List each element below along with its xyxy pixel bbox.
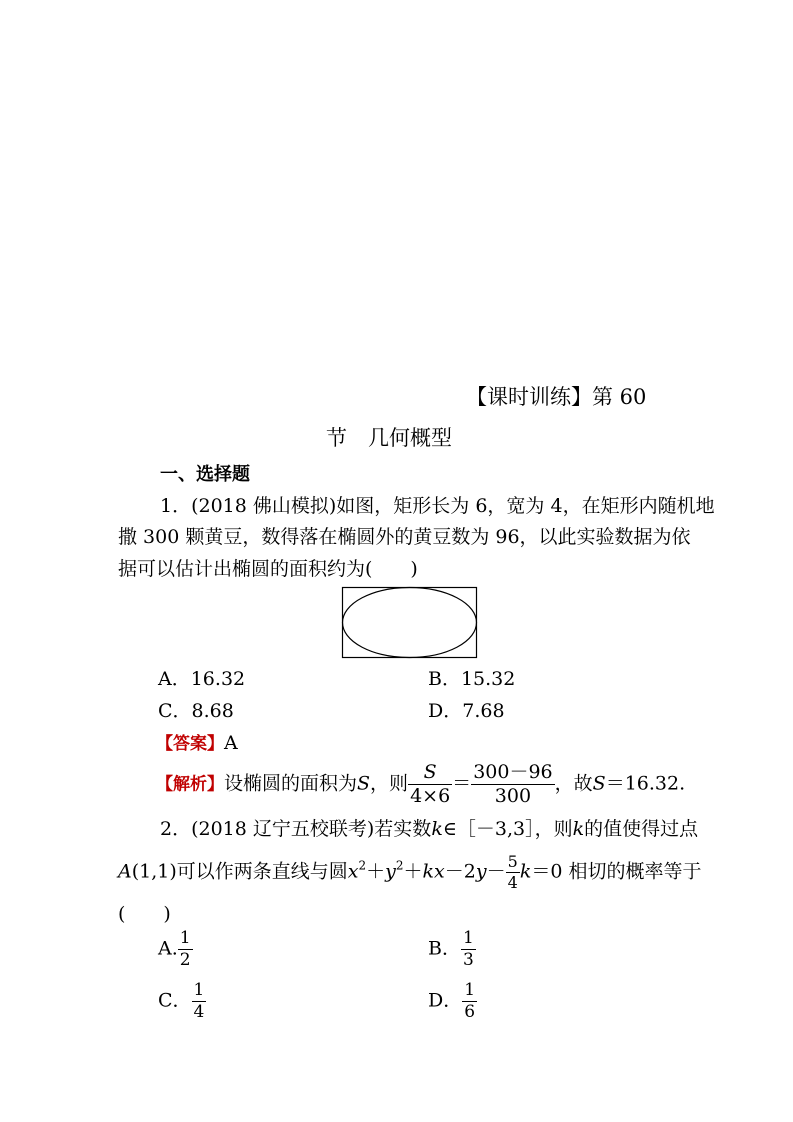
- var-k-3: k: [519, 860, 532, 883]
- page-title-line1: 【课时训练】第 60: [466, 385, 647, 409]
- q2-option-d-label: D．: [428, 989, 463, 1012]
- q2-d-num: 1: [464, 980, 476, 1000]
- frac1-denominator: 4×6: [410, 785, 451, 807]
- q1-answer: [156, 729, 238, 758]
- var-y-2: y: [475, 860, 487, 883]
- var-s-result: S: [592, 772, 606, 795]
- analysis-text-then: ，则: [370, 772, 409, 795]
- frac-5-num: 5: [507, 852, 518, 871]
- q2-option-d: [428, 982, 477, 1021]
- ellipse-shape: [343, 588, 477, 658]
- fraction-ratio: [471, 763, 554, 806]
- q2-option-a-label: A.: [158, 937, 178, 960]
- var-x: x: [347, 860, 359, 883]
- analysis-text: 设椭圆的面积为: [224, 772, 358, 795]
- q1-option-a: A．16.32: [158, 668, 246, 690]
- point-a: A: [118, 860, 132, 883]
- page-title-line2: 节 几何概型: [326, 426, 452, 450]
- var-y: y: [385, 860, 396, 883]
- minus-sign: －: [486, 860, 506, 883]
- var-k-2: k: [572, 818, 585, 840]
- var-s: S: [357, 772, 371, 795]
- q1-text-line3: 据可以估计出椭圆的面积约为( ): [118, 558, 418, 580]
- q2-b-den: 3: [462, 950, 474, 970]
- frac-5-den: 4: [507, 873, 518, 892]
- analysis-label: 【解析】: [156, 774, 224, 795]
- answer-label: 【答案】: [156, 734, 224, 754]
- q2-option-b-fraction: [461, 930, 476, 969]
- analysis-end-text: ，故: [554, 772, 593, 795]
- q1-analysis: [156, 763, 685, 806]
- q2-a-den: 2: [179, 950, 191, 970]
- q2-line1-post: 的值使得过点: [584, 818, 699, 840]
- q2-line2-text: (1,1)可以作两条直线与圆: [131, 860, 348, 883]
- q2-option-c-label: C．: [158, 989, 192, 1012]
- q2-option-b: [428, 930, 476, 969]
- plus-1: ＋: [366, 860, 386, 883]
- term-kx: kx: [422, 860, 445, 883]
- equals-sign: ＝: [452, 772, 472, 795]
- q2-option-c-fraction: [192, 982, 207, 1021]
- minus-2: －2: [444, 860, 476, 883]
- q1-text-line1: 1．(2018 佛山模拟)如图，矩形长为 6，宽为 4，在矩形内随机地: [160, 495, 715, 517]
- q2-option-b-label: B．: [428, 937, 461, 960]
- exp-y: 2: [395, 858, 404, 873]
- q1-option-b: B．15.32: [428, 668, 516, 690]
- fraction-five-fourths: [506, 854, 520, 891]
- section-heading: 一、选择题: [160, 464, 250, 485]
- frac2-denominator: 300: [494, 785, 532, 807]
- q1-text-line2: 撒 300 颗黄豆，数得落在椭圆外的黄豆数为 96，以此实验数据为依: [118, 526, 691, 548]
- q2-text-line3: ( ): [118, 903, 171, 925]
- q2-option-d-fraction: [462, 982, 477, 1021]
- q2-text-line1: [160, 815, 698, 843]
- exp-x: 2: [358, 858, 367, 873]
- q1-option-c: C．8.68: [158, 700, 234, 722]
- fraction-s-over-area: [408, 763, 452, 806]
- q2-option-c: [158, 982, 206, 1021]
- q2-a-num: 1: [179, 928, 191, 948]
- q2-d-den: 6: [464, 1002, 476, 1022]
- frac2-numerator: 300－96: [473, 761, 553, 783]
- q2-line1-mid: ∈［－3,3］，则: [442, 818, 573, 840]
- q2-line1-pre: 2．(2018 辽宁五校联考)若实数: [160, 818, 432, 840]
- q2-option-a: [158, 930, 193, 969]
- plus-2: ＋: [403, 860, 423, 883]
- q2-c-num: 1: [193, 980, 205, 1000]
- q2-option-a-fraction: [178, 930, 193, 969]
- q2-c-den: 4: [193, 1002, 205, 1022]
- frac1-numerator: S: [423, 761, 437, 783]
- var-k: k: [431, 818, 443, 840]
- answer-value: A: [224, 732, 238, 754]
- q1-option-d: D．7.68: [428, 700, 505, 722]
- q2-b-num: 1: [462, 928, 474, 948]
- analysis-result: ＝16.32.: [605, 772, 686, 795]
- q2-line2-end: ＝0 相切的概率等于: [531, 860, 702, 883]
- ellipse-in-rectangle-figure: [341, 586, 479, 660]
- q2-text-line2: [118, 854, 701, 891]
